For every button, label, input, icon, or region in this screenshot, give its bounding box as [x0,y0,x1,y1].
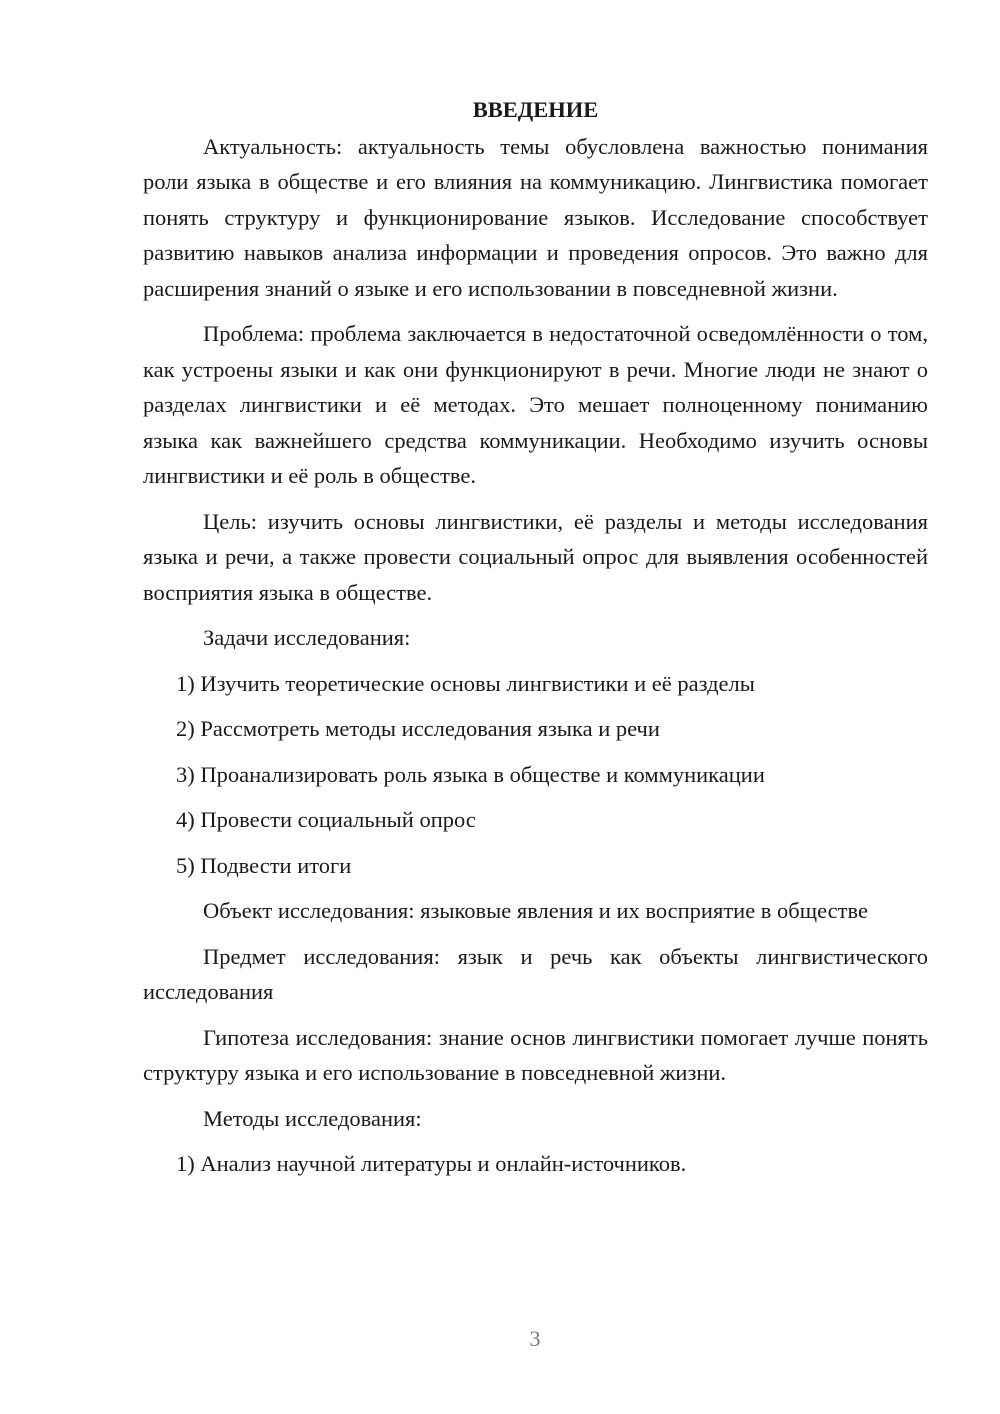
methods-heading: Методы исследования: [203,1105,422,1131]
list-item: 1) Изучить теоретические основы лингвистики и её разделы [176,670,755,696]
subject-paragraph: Предмет исследования: язык и речь как объекты лингвистического исследования [143,943,928,1004]
problem-paragraph: Проблема: проблема заключается в недостаточной осведомлённости о том, как устроены языки и как они функционируют в речи. Многие люди не знают о разделах лингвистики и её методах. Это мешает полноценному пониманию языка как важнейшего средства коммуникации. Необходимо изучить основы лингвистики и её роль в обществе. [143,321,928,488]
goal-paragraph: Цель: изучить основы лингвистики, её разделы и методы исследования языка и речи, а также провести социальный опрос для выявления особенностей восприятия языка в обществе. [143,508,928,605]
tasks-list [143,666,928,884]
page-title: ВВЕДЕНИЕ [472,97,599,122]
page-content [143,92,928,1192]
hypothesis-paragraph: Гипотеза исследования: знание основ лингвистики помогает лучше понять структуру языка и его использование в повседневной жизни. [143,1024,928,1085]
list-item: 1) Анализ научной литературы и онлайн-источников. [176,1151,687,1176]
relevance-paragraph: Актуальность: актуальность темы обусловлена важностью понимания роли языка в обществе и его влияния на коммуникацию. Лингвистика помогает понять структуру и функционирование языков. Исследование способствует развитию навыков анализа информации и проведения опросов. Это важно для расширения знаний о языке и его использовании в повседневной жизни. [143,133,928,301]
tasks-heading: Задачи исследования: [203,625,411,650]
list-item: 5) Подвести итоги [176,852,352,878]
list-item: 3) Проанализировать роль языка в обществе и коммуникации [176,761,765,787]
object-paragraph: Объект исследования: языковые явления и их восприятие в обществе [203,898,868,923]
list-item: 4) Провести социальный опрос [176,807,476,832]
page-number: 3 [529,1326,541,1351]
methods-list [143,1146,928,1182]
list-item: 2) Рассмотреть методы исследования языка и речи [176,716,660,741]
